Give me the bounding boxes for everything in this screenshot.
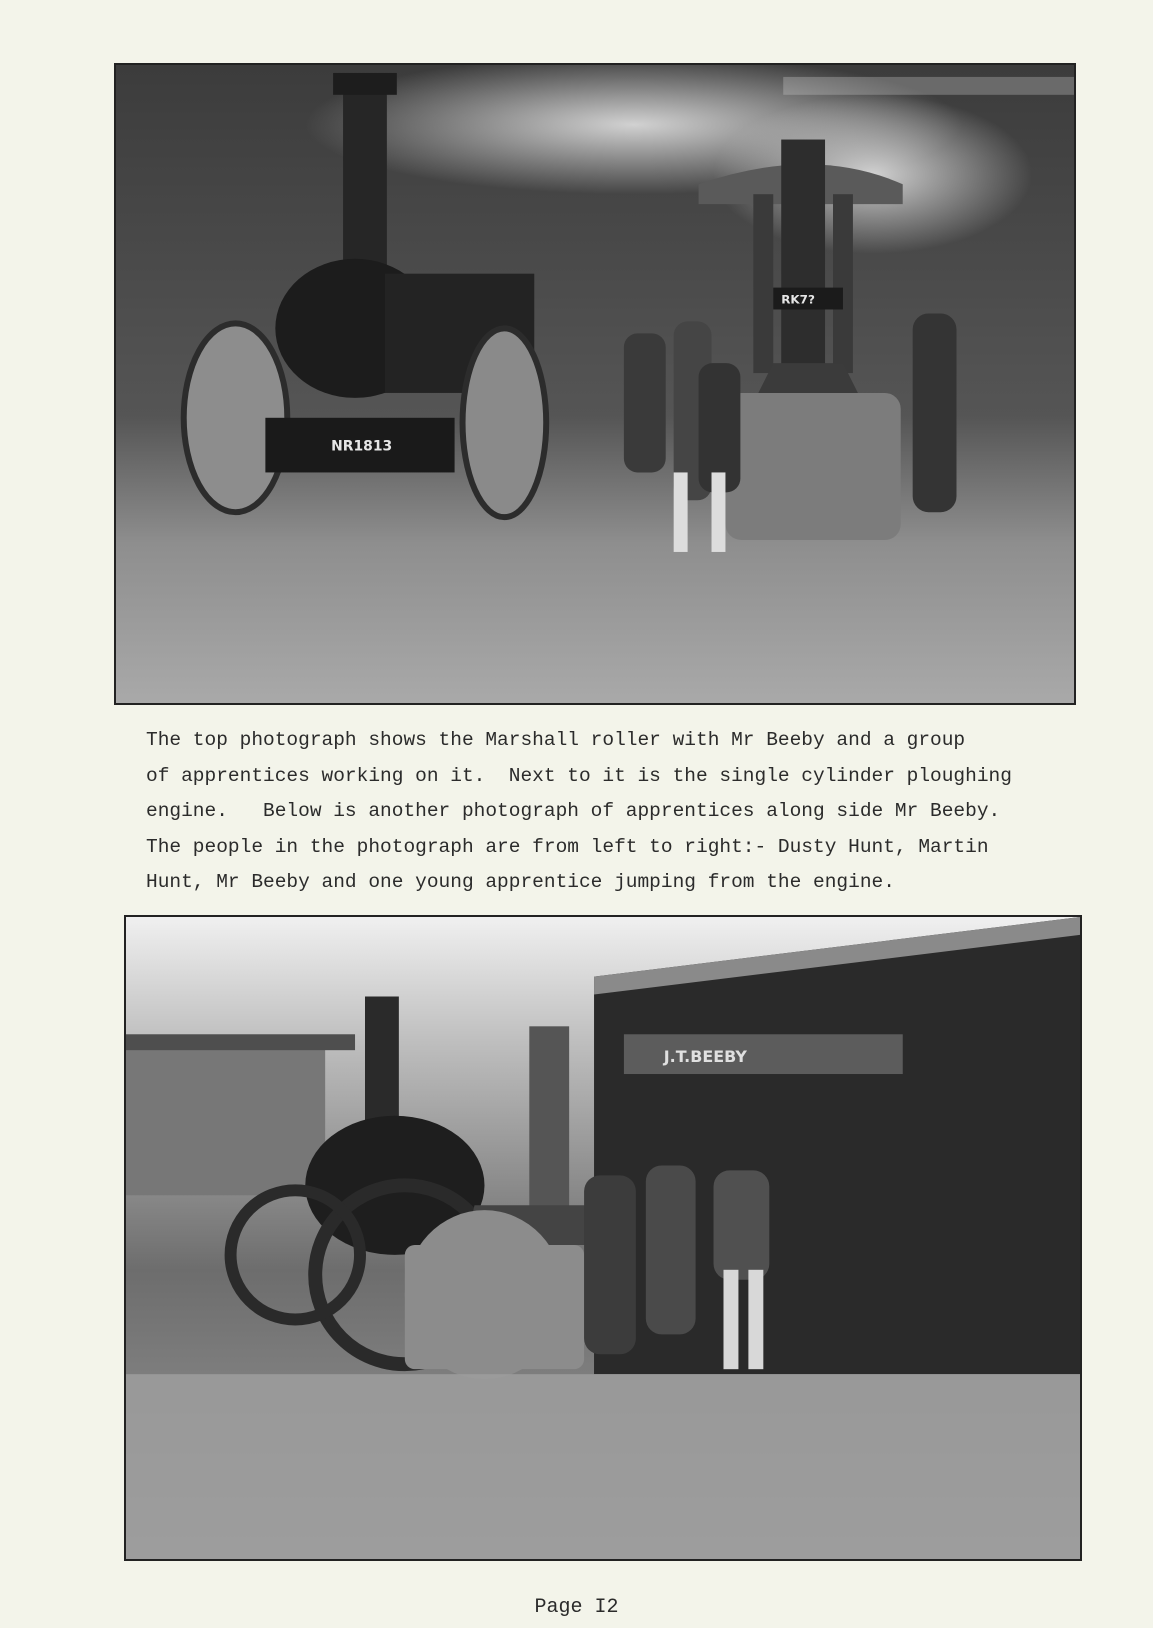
- engine-number-plate: NR1813: [331, 438, 393, 455]
- page-number: Page I2: [534, 1596, 619, 1619]
- roller-number-plate: RK7?: [781, 292, 815, 307]
- caption-line: Hunt, Mr Beeby and one young apprentice jumping from the engine.: [146, 871, 895, 893]
- bottom-photograph: [124, 915, 1082, 1561]
- caption-line: of apprentices working on it. Next to it is the single cylinder ploughing: [146, 764, 1012, 787]
- caption-text: [146, 723, 1086, 901]
- top-photograph: [114, 63, 1076, 705]
- caption-line: The top photograph shows the Marshall roller with Mr Beeby and a group: [146, 729, 966, 751]
- caption-line: The people in the photograph are from left to right:- Dusty Hunt, Martin: [146, 835, 989, 858]
- shed-sign: J.T.BEEBY: [663, 1047, 747, 1067]
- caption-line: engine. Below is another photograph of apprentices along side Mr Beeby.: [146, 800, 1001, 822]
